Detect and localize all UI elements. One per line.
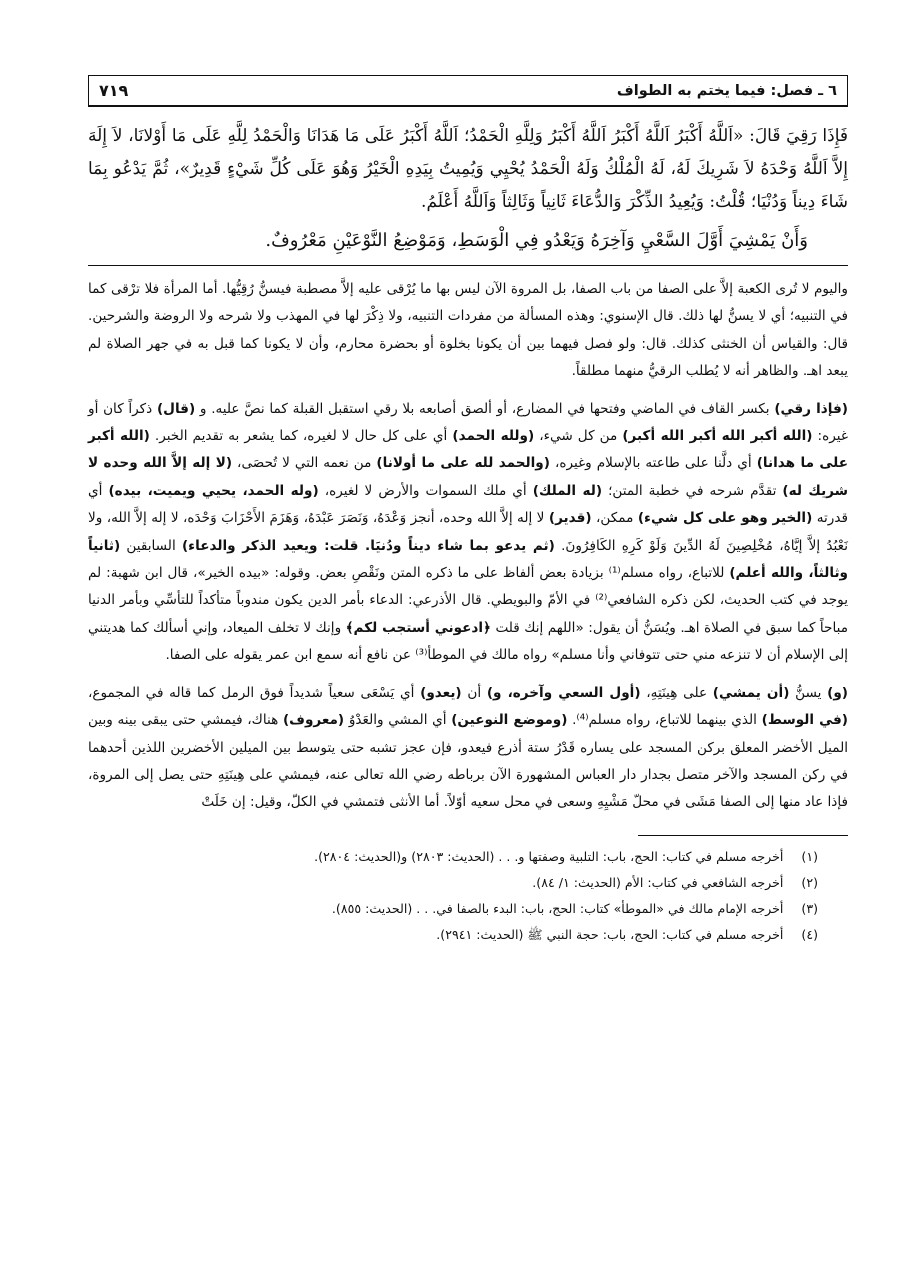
footnote-number: (٣) (801, 900, 818, 916)
footnote-text: أخرجه مسلم في كتاب: الحج، باب: حجة النبي ﷺ (الحديث: ٢٩٤١). (436, 926, 784, 942)
commentary-text: هناك، فيمشي حتى يبقى بينه وبين الميل الأخضر المعلق بركن المسجد على يساره قَدْرُ ستة أذرع فيعدو، فإن عجز تشبه حتى يتوسط بين الميلين الأخضرين اللذين أحدهما في ركن المسجد والآخر متصل بجدار دار العباس المشهورة الآن برباطه رضي الله تعالى عنه، فيمشي على هِينَتِهِ حتى يصل إلى المروة، فإذا عاد منها إلى الصفا مَشَى في محلّ مَشْيِهِ وسعى في محل سعيه أوّلاً. أما الأنثى فتمشي في الكلّ، وقيل: إن خَلَتْ (88, 712, 848, 811)
footnote (88, 896, 818, 922)
commentary-text: من نعمه التي لا تُحصَى، (232, 455, 377, 472)
commentary-paragraph-2 (88, 396, 848, 670)
commentary-paragraph-3 (88, 680, 848, 817)
commentary-text: للاتباع، رواه مسلم⁽¹⁾ بزيادة بعض ألفاظ على ما ذكره المتن ونَقْصِ بعض. وقوله: «بيده الخير»، قال ابن شهبة: لم يوجد في كتب الحديث، لكن ذكره الشافعي⁽²⁾ في الأمّ والبويطي. قال الأذرعي: الدعاء بأمر الدين يكون مندوباً متأكداً للتأسِّي وبأمر الدنيا مباحاً كما سبق في الصلاة اهـ. ويُسَنُّ أن يقول: «اللهم إنك قلت (88, 565, 848, 636)
commentary-text: أي قدرته (88, 482, 848, 527)
commentary-text: بكسر القاف في الماضي وفتحها في المضارع، أو ألصق أصابعه بلا رقي استقبل القبلة كما نصَّ عليه. و (195, 400, 775, 417)
quoted-text: (قال) (156, 400, 196, 417)
commentary-text: الذي بينهما للاتباع، رواه مسلم⁽⁴⁾. (567, 712, 762, 729)
footnote-divider (638, 835, 848, 836)
quoted-text: (وموضع النوعين) (451, 712, 568, 729)
book-page (88, 75, 848, 948)
commentary-paragraph-1: واليوم لا تُرى الكعبة إلاَّ على الصفا من باب الصفا، بل المروة الآن ليس بها ما يُرْقى عليه إلاَّ مصطبة فيسنُّ رُقِيُّها. أما المرأة فلا ترْقى كما في التنبيه؛ أي لا يسنُّ لها ذلك. قال الإسنوي: وهذه المسألة من مفردات التنبيه، ولا ذِكْرَ لها في المهذب ولا شرحه ولا الروضة والشرحين. قال: والقياس أن الخنثى كذلك. قال: ولو فصل فيهما بين أن يكونا بخلوة أو بحضرة محارم، وأن لا يكونا كما قبل به في جهر الصلاة لم يبعد اهـ. والظاهر أنه لا يُطلب الرقيُّ منهما مطلقاً. (88, 281, 848, 380)
page-number: ٧١٩ (99, 81, 129, 100)
main-text (88, 120, 848, 257)
page-header (88, 75, 848, 107)
footnote-number: (١) (801, 848, 818, 864)
footnote-text: أخرجه مسلم في كتاب: الحج، باب: التلبية وصفتها و. . . (الحديث: ٢٨٠٣) و(الحديث: ٢٨٠٤). (314, 848, 784, 864)
commentary-text: أي المشي والعَدْوُ (344, 712, 452, 729)
commentary-text: لا إله إلاَّ الله وحده، أنجز وَعْدَهُ، وَنَصَرَ عَبْدَهُ، وَهَزَمَ الأَحْزَابَ وَحْدَه، لا إله إلاَّ الله، ولا نَعْبُدُ إلاَّ إيَّاهُ، مُخْلِصِينَ لَهُ الدِّينَ وَلَوْ كَرِهِ الكَافِرُونَ. (88, 510, 848, 554)
quoted-text: (وله الحمد، يحيي ويميت، بيده) (108, 482, 319, 499)
commentary (88, 276, 848, 817)
footnote (88, 844, 818, 870)
quoted-text: (أن يمشي) (712, 684, 790, 701)
footnote-text: أخرجه الشافعي في كتاب: الأم (الحديث: ١/ ٨٤). (532, 874, 784, 890)
commentary-text: أي ملك السموات والأرض لا لغيره، (318, 482, 533, 499)
quoted-text: (قدير) (548, 510, 592, 527)
footnote (88, 922, 818, 948)
commentary-text: ذكراً كان أو غيره: (88, 400, 848, 445)
quoted-text: (الله أكبر الله أكبر الله أكبر) (622, 428, 813, 445)
quoted-text: (ثم يدعو بما شاء ديناً ودُنيَا. قلت: ويعيد الذكر والدعاء) (181, 537, 555, 554)
quoted-text: (ولله الحمد) (452, 428, 535, 445)
commentary-text: السابقين (120, 537, 182, 554)
commentary-text: أي دلَّنا على طاعته بالإسلام وغيره، (549, 455, 757, 472)
footnote-text: أخرجه الإمام مالك في «الموطأ» كتاب: الحج، باب: البدء بالصفا في. . . (الحديث: ٨٥٥). (331, 900, 784, 916)
footnote (88, 870, 818, 896)
footnote-number: (٤) (801, 926, 818, 942)
quoted-text: (معروف) (282, 712, 345, 729)
quoted-text: (الخير وهو على كل شيء) (637, 510, 813, 527)
quoted-text: (الله أكبر على ما هدانا) (88, 428, 849, 472)
commentary-text: يسنُّ (789, 684, 828, 701)
matn-verse: وَأَنْ يَمْشِيَ أَوَّلَ السَّعْيِ وَآخِرَهُ وَيَعْدُو فِي الْوَسَطِ، وَمَوْضِعُ النَّوْعَيْنِ مَعْرُوفٌ. (265, 230, 808, 251)
commentary-text: ممكن، (591, 510, 638, 527)
commentary-text: تقدَّم شرحه في خطبة المتن؛ (602, 482, 783, 499)
quran-quote: ﴿ادعوني أستجب لكم﴾ (345, 619, 491, 636)
matn-paragraph: فَإِذَا رَقِيَ قَالَ: «اَللَّهُ أَكْبَرُ اَللَّهُ أَكْبَرُ اَللَّهُ أَكْبَرُ وَلِلَّهِ الْحَمْدُ؛ اَللَّهُ أَكْبَرُ عَلَى مَا هَدَانَا وَالْحَمْدُ لِلَّهِ عَلَى مَا أَوْلانَا، لاَ إِلَهَ إِلاَّ اَللَّهُ وَحْدَهُ لاَ شَرِيكَ لَهُ، لَهُ الْمُلْكُ وَلَهُ الْحَمْدُ يُحْيِي وَيُمِيتُ بِيَدِهِ الْخَيْرُ وَهُوَ عَلَى كُلِّ شَيْءٍ قَدِيرٌ»، ثُمَّ يَدْعُو بِمَا شَاءَ دِيناً وَدُنْيَا؛ قُلْتُ: وَيُعِيدُ الذِّكْرَ وَالدُّعَاءَ ثَانِياً وَثَالِثاً وَاَللَّهُ أَعْلَمُ. (88, 126, 848, 212)
text-divider (88, 265, 848, 266)
commentary-text: أي يَسْعَى سعياً شديداً فوق الرمل كما قاله في المجموع، (88, 684, 421, 701)
commentary-text: أن (461, 684, 487, 701)
chapter-title: ٦ ـ فصل: فيما يختم به الطواف (616, 82, 837, 99)
quoted-text: (يعدو) (420, 684, 462, 701)
commentary-text: من كل شيء، (534, 428, 623, 445)
quoted-text: (و) (827, 684, 848, 701)
quoted-text: (فإذا رقي) (774, 400, 848, 417)
footnote-number: (٢) (801, 874, 818, 890)
commentary-text: على هِينَتِهِ، (640, 684, 713, 701)
footnotes (88, 844, 848, 948)
quoted-text: (لا إله إلاَّ الله وحده لا شريك له) (88, 455, 849, 499)
quoted-text: (في الوسط) (761, 712, 848, 729)
quoted-text: (له الملك) (532, 482, 603, 499)
commentary-text: وإنك لا تخلف الميعاد، وإني أسألك كما هديتني إلى الإسلام أن لا تنزعه مني حتى تتوفاني وأنا مسلم» رواه مالك في الموطأ⁽³⁾ عن نافع أنه سمع ابن عمر يقوله على الصفا. (88, 619, 848, 664)
commentary-text: أي على كل حال لا لغيره، كما يشعر به تقديم الخبر. (149, 428, 453, 445)
quoted-text: (أول السعي وآخره، و) (486, 684, 641, 701)
quoted-text: (والحمد لله على ما أولانا) (376, 455, 550, 472)
quoted-text: (ثانياً وثالثاً، والله أعلم) (88, 537, 848, 582)
